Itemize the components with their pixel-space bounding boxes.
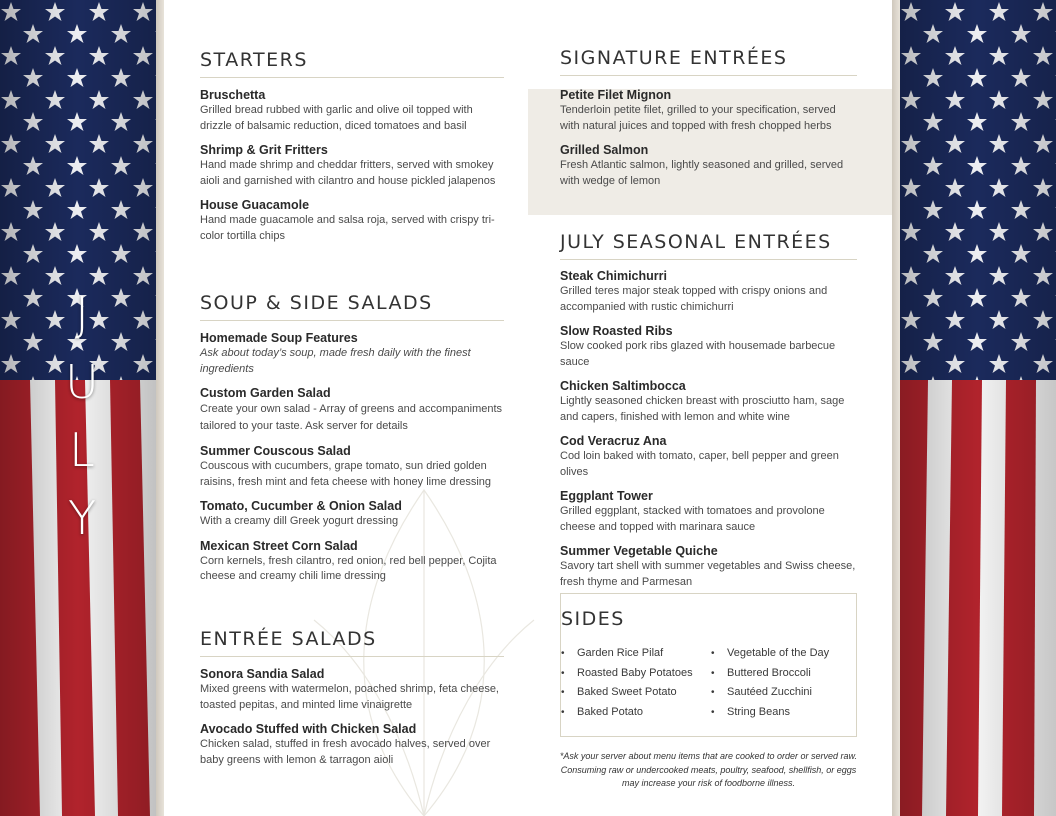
menu-item	[560, 379, 857, 425]
menu-item	[200, 143, 504, 189]
vertical-letter: U	[65, 355, 99, 409]
item-name: House Guacamole	[200, 198, 310, 212]
menu-item	[560, 324, 857, 370]
side-item: • Sautéed Zucchini	[711, 683, 829, 703]
page-edge-left	[156, 0, 164, 816]
sides-list-right	[711, 644, 829, 722]
item-name: Eggplant Tower	[560, 489, 653, 503]
menu-item	[200, 444, 504, 490]
item-description: Fresh Atlantic salmon, lightly seasoned and grilled, served with wedge of lemon	[560, 159, 844, 187]
item-name: Summer Couscous Salad	[200, 444, 351, 458]
menu-item	[560, 88, 857, 134]
item-name: Grilled Salmon	[560, 143, 649, 157]
item-name: Tomato, Cucumber & Onion Salad	[200, 499, 402, 513]
menu-item	[200, 499, 504, 530]
item-name: Mexican Street Corn Salad	[200, 538, 358, 553]
sides-box	[560, 593, 857, 737]
starters-section	[200, 49, 504, 244]
vertical-letter: L	[69, 423, 95, 477]
item-name: Chicken Saltimbocca	[560, 379, 686, 393]
signature-section	[560, 47, 857, 189]
menu-page	[164, 0, 892, 816]
menu-item	[200, 386, 504, 435]
vertical-letter: J	[75, 287, 89, 341]
item-description: Grilled eggplant, stacked with tomatoes and provolone cheese and topped with marinara sauce	[560, 505, 825, 533]
item-description: Savory tart shell with summer vegetables and Swiss cheese, fresh thyme and Parmesan	[560, 560, 856, 588]
side-item: • Baked Sweet Potato	[561, 683, 693, 703]
flag-panel-right	[900, 0, 1056, 816]
menu-item	[200, 722, 504, 768]
item-description: Slow cooked pork ribs glazed with housemade barbecue sauce	[560, 340, 836, 368]
seasonal-section	[560, 231, 857, 590]
item-name: Steak Chimichurri	[560, 269, 667, 283]
item-description: Hand made guacamole and salsa roja, served with crispy tri-color tortilla chips	[200, 214, 495, 242]
food-safety-disclaimer: *Ask your server about menu items that are cooked to order or served raw. Consuming raw or undercooked meats, poultry, seafood, shellfish, or eggs may increase your risk of foodborne illness.	[559, 751, 858, 788]
menu-item	[560, 544, 857, 590]
item-description: Couscous with cucumbers, grape tomato, sun dried golden raisins, fresh mint and feta cheese with honey lime dressing	[200, 460, 492, 488]
item-name: Bruschetta	[200, 88, 266, 102]
item-name: Summer Vegetable Quiche	[560, 544, 718, 558]
soup-salads-section	[200, 292, 504, 585]
side-item: • Roasted Baby Potatoes	[561, 664, 693, 684]
menu-item	[560, 434, 857, 480]
sides-list-left	[561, 644, 693, 722]
item-name: Avocado Stuffed with Chicken Salad	[200, 722, 417, 736]
menu-item	[200, 331, 504, 377]
section-title-sides: SIDES	[561, 608, 625, 630]
entree-salads-section	[200, 628, 504, 768]
item-name: Shrimp & Grit Fritters	[200, 143, 328, 157]
side-item: • Buttered Broccoli	[711, 664, 829, 684]
section-title-starters: STARTERS	[200, 49, 504, 78]
item-description: Lightly seasoned chicken breast with prosciutto ham, sage and capers, finished with lemon and white wine	[560, 395, 845, 423]
page-edge-right	[892, 0, 900, 816]
vertical-month-title	[62, 280, 102, 552]
item-name: Cod Veracruz Ana	[560, 434, 667, 448]
side-item: • String Beans	[711, 703, 829, 723]
side-item: • Garden Rice Pilaf	[561, 644, 693, 664]
menu-item	[200, 198, 504, 244]
section-title-seasonal: JULY SEASONAL ENTRÉES	[560, 231, 857, 260]
menu-item	[200, 539, 504, 585]
vertical-letter: Y	[67, 491, 97, 545]
menu-item	[560, 269, 857, 315]
item-name: Petite Filet Mignon	[560, 88, 672, 102]
item-description: Mixed greens with watermelon, poached shrimp, feta cheese, toasted pepitas, and minted lime vinaigrette	[200, 683, 499, 711]
menu-item	[200, 88, 504, 134]
menu-item	[200, 667, 504, 713]
menu-item	[560, 143, 857, 189]
item-description: With a creamy dill Greek yogurt dressing	[200, 515, 399, 527]
section-title-entree-salads: ENTRÉE SALADS	[200, 628, 504, 657]
item-name: Sonora Sandia Salad	[200, 667, 325, 681]
item-description: Corn kernels, fresh cilantro, red onion, red bell pepper, Cojita cheese and creamy chili lime dressing	[200, 554, 497, 582]
item-description: Chicken salad, stuffed in fresh avocado halves, served over baby greens with lemon & tarragon aioli	[200, 738, 491, 766]
section-title-soup-salads: SOUP & SIDE SALADS	[200, 292, 504, 321]
item-description: Ask about today’s soup, made fresh daily with the finest ingredients	[200, 347, 471, 375]
side-item: • Vegetable of the Day	[711, 644, 829, 664]
item-description: Cod loin baked with tomato, caper, bell pepper and green olives	[560, 450, 839, 478]
item-name: Slow Roasted Ribs	[560, 324, 673, 338]
flag-image-right	[900, 0, 1056, 816]
side-item: • Baked Potato	[561, 703, 693, 723]
item-description: Grilled teres major steak topped with crispy onions and accompanied with rustic chimichurri	[560, 285, 828, 313]
item-name: Custom Garden Salad	[200, 386, 331, 400]
item-name: Homemade Soup Features	[200, 331, 358, 345]
item-description: Tenderloin petite filet, grilled to your specification, served with natural juices and topped with fresh chopped herbs	[560, 104, 836, 132]
section-title-signature: SIGNATURE ENTRÉES	[560, 47, 857, 76]
item-description: Hand made shrimp and cheddar fritters, served with smokey aioli and garnished with cilantro and house pickled jalapenos	[200, 159, 496, 187]
item-description: Create your own salad - Array of greens and accompaniments tailored to your taste. Ask server for details	[200, 403, 503, 432]
menu-item	[560, 489, 857, 535]
item-description: Grilled bread rubbed with garlic and olive oil topped with drizzle of balsamic reduction, diced tomatoes and basil	[200, 104, 473, 132]
